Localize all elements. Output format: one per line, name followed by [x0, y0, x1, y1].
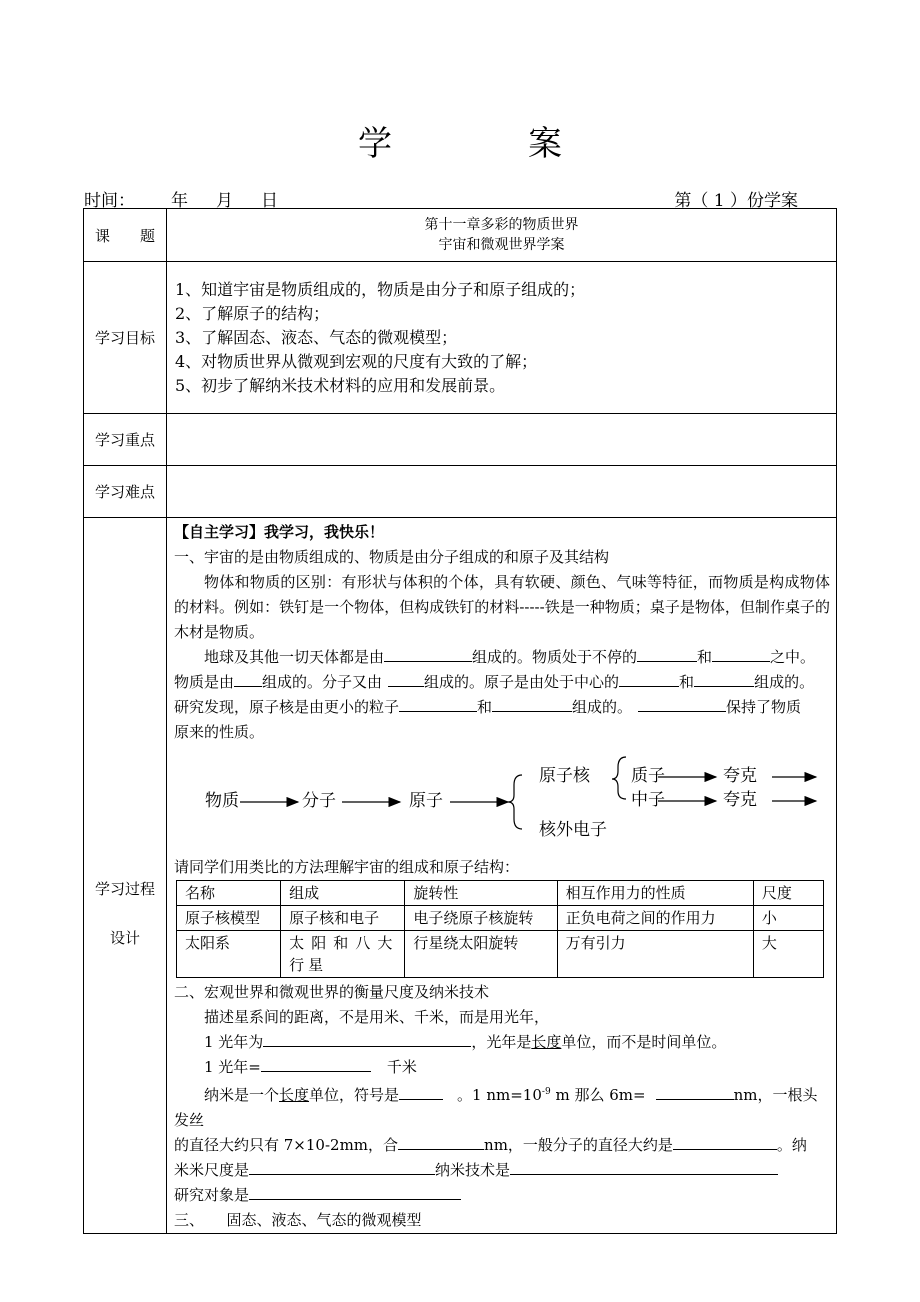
node-neutron: 中子: [631, 790, 665, 810]
topic-label: 课 题: [84, 209, 167, 262]
design-label: 设计: [109, 928, 140, 947]
goals-cell: [167, 262, 837, 414]
difficult-points-cell[interactable]: [167, 466, 837, 518]
topic-line-2: 宇宙和微观世界学案: [438, 237, 565, 253]
blank[interactable]: [510, 1158, 778, 1175]
node-nucleus: 原子核: [539, 766, 590, 786]
node-quark-1: 夸克: [723, 766, 757, 786]
topic-line-1: 第十一章多彩的物质世界: [424, 217, 579, 233]
title-char-2: 案: [528, 124, 562, 164]
goal-item: 5、初步了解纳米技术材料的应用和发展前景。: [175, 375, 506, 395]
table-header: 相互作用力的性质: [557, 881, 753, 906]
node-electron: 核外电子: [539, 820, 607, 840]
node-atom: 原子: [409, 791, 443, 811]
table-cell: 原子核和电子: [281, 906, 405, 931]
blank[interactable]: [656, 1083, 734, 1100]
table-cell: 万有引力: [557, 931, 753, 978]
blank[interactable]: [399, 695, 477, 712]
year-label: 年: [171, 191, 188, 211]
research-object-fill: 研究对象是: [174, 1183, 830, 1208]
blank[interactable]: [619, 670, 679, 687]
table-header: 名称: [177, 881, 281, 906]
blank[interactable]: [694, 670, 754, 687]
section-2-title: 二、宏观世界和微观世界的衡量尺度及纳米技术: [174, 983, 490, 1001]
self-study-heading: 【自主学习】我学习，我快乐！: [174, 523, 385, 541]
paragraph-fill-1: 地球及其他一切天体都是由 组成的。物质处于不停的 和 之中。: [174, 645, 830, 670]
goal-item: 2、了解原子的结构；: [175, 303, 330, 323]
section-1-title: 一、宇宙的是由物质组成的、物质是由分子组成的和原子及其结构: [174, 548, 610, 566]
goal-item: 1、知道宇宙是物质组成的，物质是由分子和原子组成的；: [175, 279, 586, 299]
blank[interactable]: [388, 670, 424, 687]
blank[interactable]: [263, 1030, 471, 1047]
process-label-cell: [84, 518, 167, 1234]
table-row: [177, 931, 824, 978]
day-label: 日: [261, 191, 278, 211]
analogy-table: [176, 880, 824, 978]
month-label: 月: [216, 191, 233, 211]
blank[interactable]: [638, 695, 726, 712]
paragraph-matter: 物体和物质的区别：有形状与体积的个体，具有软硬、颜色、气味等特征，而物质是构成物体的材料。例如：铁钉是一个物体，但构成铁钉的材料-----铁是一种物质；桌子是物体，但制作桌子的木材是物质。: [174, 573, 830, 641]
paragraph-fill-3: 研究发现，原子核是由更小的粒子 和 组成的。 保持了物质: [174, 695, 830, 720]
table-cell: 电子绕原子核旋转: [405, 906, 557, 931]
table-cell: 小: [753, 906, 823, 931]
table-cell: 正负电荷之间的作用力: [557, 906, 753, 931]
lesson-table: [83, 208, 837, 1234]
paragraph-fill-4: 原来的性质。: [174, 723, 265, 741]
nanometer-fill: 纳米是一个长度单位，符号是 。1 $nm=10^{-9}$ m 那么 6m= nm，一根头发丝: [174, 1080, 830, 1133]
lightyear-intro: 描述星系间的距离，不是用米、千米，而是用光年，: [204, 1008, 550, 1026]
difficult-points-label: 学习难点: [84, 466, 167, 518]
header-line: [84, 186, 836, 211]
blank[interactable]: [492, 695, 572, 712]
key-points-cell[interactable]: [167, 414, 837, 466]
nanoscale-fill: 米米尺度是 纳米技术是: [174, 1158, 830, 1183]
goal-item: 4、对物质世界从微观到宏观的尺度有大致的了解；: [175, 351, 538, 371]
process-cell: [167, 518, 837, 1234]
table-header: 旋转性: [405, 881, 557, 906]
table-header: 尺度: [753, 881, 823, 906]
lightyear-km-fill: 1 光年= 千米: [174, 1055, 830, 1080]
blank[interactable]: [384, 645, 472, 662]
blank[interactable]: [712, 645, 770, 662]
atom-structure-diagram: [174, 745, 830, 855]
brace-nucleus: [612, 757, 626, 799]
page-title: [0, 116, 920, 165]
title-char-1: 学: [358, 124, 392, 164]
blank[interactable]: [673, 1133, 777, 1150]
node-proton: 质子: [631, 766, 665, 786]
blank[interactable]: [249, 1158, 435, 1175]
section-3-title: 三、 固态、液态、气态的微观模型: [174, 1211, 422, 1229]
brace-atom: [508, 775, 522, 829]
table-header: 组成: [281, 881, 405, 906]
hair-diameter-fill: 的直径大约只有 7×10-2mm，合 nm，一般分子的直径大约是 。纳: [174, 1133, 830, 1158]
blank[interactable]: [399, 1083, 443, 1100]
goal-item: 3、了解固态、液态、气态的微观模型；: [175, 327, 458, 347]
node-quark-2: 夸克: [723, 790, 757, 810]
table-cell: 原子核模型: [177, 906, 281, 931]
node-matter: 物质: [205, 791, 239, 811]
table-cell: 行星绕太阳旋转: [405, 931, 557, 978]
blank[interactable]: [398, 1133, 484, 1150]
copy-number: 第（ 1 ）份学案: [674, 191, 798, 211]
lightyear-fill: 1 光年为 ，光年是长度单位，而不是时间单位。: [174, 1030, 830, 1055]
node-molecule: 分子: [302, 791, 336, 811]
goals-label: 学习目标: [84, 262, 167, 414]
key-points-label: 学习重点: [84, 414, 167, 466]
table-cell: 大: [753, 931, 823, 978]
blank[interactable]: [234, 670, 262, 687]
time-label: 时间：: [84, 191, 135, 211]
table-cell: 太阳和八大行星: [281, 931, 405, 978]
table-row: [177, 906, 824, 931]
blank[interactable]: [261, 1055, 371, 1072]
table-header-row: [177, 881, 824, 906]
paragraph-fill-2: 物质是由 组成的。分子又由 组成的。原子是由处于中心的 和 组成的。: [174, 670, 830, 695]
analogy-prompt: 请同学们用类比的方法理解宇宙的组成和原子结构：: [174, 858, 520, 876]
blank[interactable]: [249, 1183, 461, 1200]
process-label: 学习过程: [94, 879, 155, 898]
topic-cell: [167, 209, 837, 262]
blank[interactable]: [637, 645, 697, 662]
table-cell: 太阳系: [177, 931, 281, 978]
